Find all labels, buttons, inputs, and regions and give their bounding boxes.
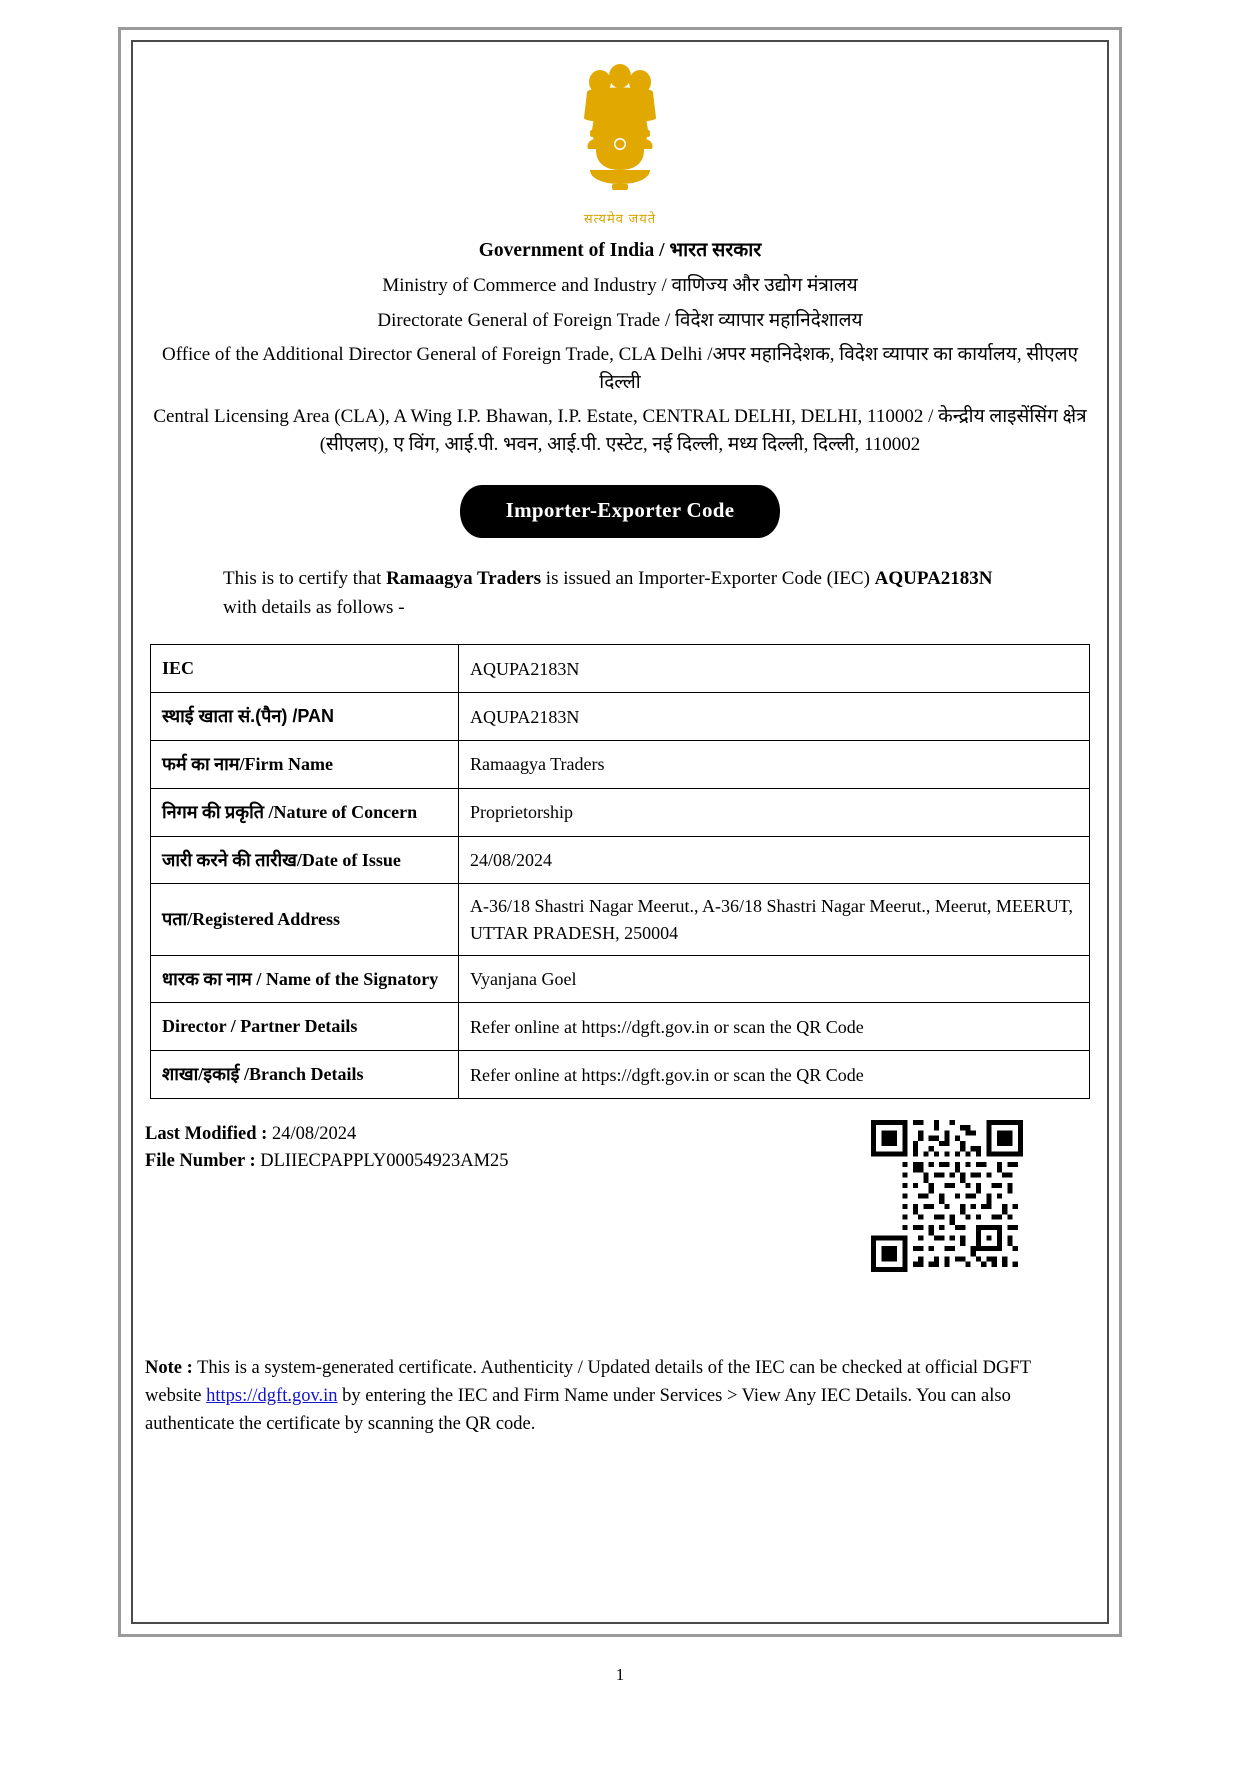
file-number-value: DLIIECPAPPLY00054923AM25	[255, 1150, 509, 1171]
row-key: पता/Registered Address	[151, 884, 459, 955]
certify-iec: AQUPA2183N	[874, 567, 993, 589]
certify-suffix: with details as follows -	[223, 596, 405, 618]
header-block	[131, 237, 1109, 459]
table-row	[151, 955, 1090, 1003]
header-line-address: Central Licensing Area (CLA), A Wing I.P. Bhawan, I.P. Estate, CENTRAL DELHI, DELHI, 110002 / केन्द्रीय लाइसेंसिंग क्षेत्र (सीएलए), ए विंग, आई.पी. भवन, आई.पी. एस्टेट, नई दिल्ली, मध्य दिल्ली, दिल्ली, 110002	[153, 406, 1087, 455]
page-title: Importer-Exporter Code	[460, 485, 781, 538]
table-row	[151, 788, 1090, 836]
india-state-emblem-icon	[560, 60, 680, 210]
table-row	[151, 884, 1090, 955]
header-line-government: Government of India / भारत सरकार	[478, 240, 762, 261]
row-key: स्थाई खाता सं.(पैन) /PAN	[151, 693, 459, 741]
header-line-office: Office of the Additional Director General of Foreign Trade, CLA Delhi /अपर महानिदेशक, विदेश व्यापार का कार्यालय, सीएलए दिल्ली	[162, 344, 1078, 393]
note-text-before-link: This is a system-generated certificate. Authenticity / Updated details of the IEC can be checked at official DGFT website	[145, 1358, 1031, 1406]
header-line-ministry: Ministry of Commerce and Industry / वाणिज्य और उद्योग मंत्रालय	[382, 275, 858, 297]
note-block	[145, 1355, 1089, 1438]
header-line-directorate: Directorate General of Foreign Trade / विदेश व्यापार महानिदेशालय	[377, 309, 863, 331]
certify-paragraph	[131, 564, 1109, 623]
row-value: Proprietorship	[459, 788, 1090, 836]
last-modified-label: Last Modified :	[145, 1123, 268, 1144]
title-pill-wrap	[131, 485, 1109, 538]
note-label: Note :	[145, 1358, 193, 1378]
note-text-after-link: by entering the IEC and Firm Name under Services > View Any IEC Details. You can also authenticate the certificate by scanning the QR code.	[145, 1385, 1011, 1434]
qr-code-icon	[871, 1120, 1023, 1272]
table-row	[151, 836, 1090, 884]
row-value: Ramaagya Traders	[459, 741, 1090, 789]
page-number: 1	[615, 1665, 625, 1684]
table-row	[151, 1003, 1090, 1051]
row-value: Refer online at https://dgft.gov.in or scan the QR Code	[459, 1003, 1090, 1051]
row-key: फर्म का नाम/Firm Name	[151, 741, 459, 789]
certify-middle: is issued an Importer-Exporter Code (IEC)	[541, 567, 875, 589]
emblem-block	[131, 40, 1109, 227]
file-number-label: File Number :	[145, 1150, 256, 1171]
row-value: Refer online at https://dgft.gov.in or scan the QR Code	[459, 1051, 1090, 1099]
dgft-website-link[interactable]: https://dgft.gov.in	[206, 1385, 338, 1406]
emblem-motto: सत्यमेव जयते	[583, 211, 657, 226]
row-key: धारक का नाम / Name of the Signatory	[151, 955, 459, 1003]
last-modified-value: 24/08/2024	[267, 1123, 357, 1144]
row-key: निगम की प्रकृति /Nature of Concern	[151, 788, 459, 836]
certify-prefix: This is to certify that	[223, 567, 387, 589]
row-value: AQUPA2183N	[459, 645, 1090, 693]
certify-firm-name: Ramaagya Traders	[386, 567, 542, 589]
row-key: शाखा/इकाई /Branch Details	[151, 1051, 459, 1099]
table-row	[151, 693, 1090, 741]
table-row	[151, 1051, 1090, 1099]
row-value: Vyanjana Goel	[459, 955, 1090, 1003]
row-value: 24/08/2024	[459, 836, 1090, 884]
table-row	[151, 645, 1090, 693]
certificate-content	[131, 40, 1109, 1624]
iec-details-table	[150, 644, 1090, 1099]
table-row	[151, 741, 1090, 789]
row-key: जारी करने की तारीख/Date of Issue	[151, 836, 459, 884]
row-value: A-36/18 Shastri Nagar Meerut., A-36/18 Shastri Nagar Meerut., Meerut, MEERUT, UTTAR PRADESH, 250004	[459, 884, 1090, 955]
row-key: IEC	[151, 645, 459, 693]
row-key: Director / Partner Details	[151, 1003, 459, 1051]
row-value: AQUPA2183N	[459, 693, 1090, 741]
